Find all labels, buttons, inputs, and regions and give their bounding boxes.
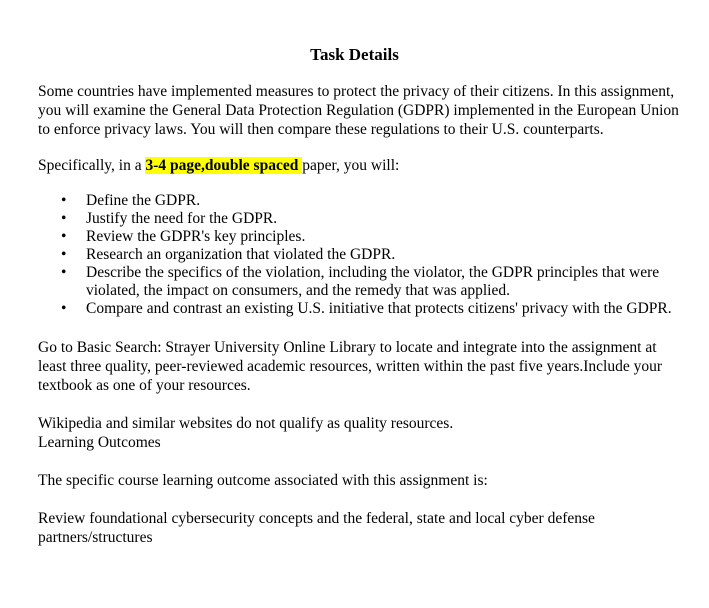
list-item-text: Compare and contrast an existing U.S. initiative that protects citizens' privacy with the GDPR.	[86, 300, 672, 317]
bullet-icon: •	[61, 228, 67, 245]
list-item-text: Review the GDPR's key principles.	[86, 228, 306, 245]
specifically-text-after: paper, you will:	[302, 157, 400, 174]
list-item	[38, 246, 688, 264]
list-item-text: Define the GDPR.	[86, 192, 201, 209]
list-item	[38, 264, 688, 300]
outcome-paragraph: Review foundational cybersecurity concepts and the federal, state and local cyber defense partners/structures	[38, 510, 595, 546]
outcome-intro-paragraph: The specific course learning outcome associated with this assignment is:	[38, 472, 488, 489]
bullet-icon: •	[61, 210, 67, 227]
list-item-text: Describe the specifics of the violation, including the violator, the GDPR principles that were violated, the impact on consumers, and the remedy that was applied.	[86, 264, 660, 299]
bullet-icon: •	[61, 246, 67, 263]
list-item	[38, 210, 688, 228]
wiki-paragraph	[38, 414, 688, 452]
page-requirement-highlight: 3-4 page,double spaced	[145, 157, 303, 174]
list-item-text: Justify the need for the GDPR.	[86, 210, 278, 227]
list-item-text: Research an organization that violated the GDPR.	[86, 246, 396, 263]
list-item	[38, 228, 688, 246]
intro-paragraph: Some countries have implemented measures to protect the privacy of their citizens. In this assignment, you will examine the General Data Protection Regulation (GDPR) implemented in the European Union to enforce privacy laws. You will then compare these regulations to their U.S. counterparts.	[38, 83, 679, 138]
page-title: Task Details	[310, 45, 399, 64]
bullet-icon: •	[61, 264, 67, 281]
specifically-paragraph	[38, 156, 688, 175]
task-bullet-list	[38, 192, 688, 318]
bullet-icon: •	[61, 300, 67, 317]
wiki-note: Wikipedia and similar websites do not qualify as quality resources.	[38, 415, 454, 432]
library-paragraph: Go to Basic Search: Strayer University Online Library to locate and integrate into the assignment at least three quality, peer-reviewed academic resources, written within the past five years.Include your textbook as one of your resources.	[38, 339, 663, 394]
learning-outcomes-heading: Learning Outcomes	[38, 434, 161, 451]
list-item	[38, 192, 688, 210]
list-item	[38, 300, 688, 318]
specifically-text-before: Specifically, in a	[38, 157, 146, 174]
bullet-icon: •	[61, 192, 67, 209]
